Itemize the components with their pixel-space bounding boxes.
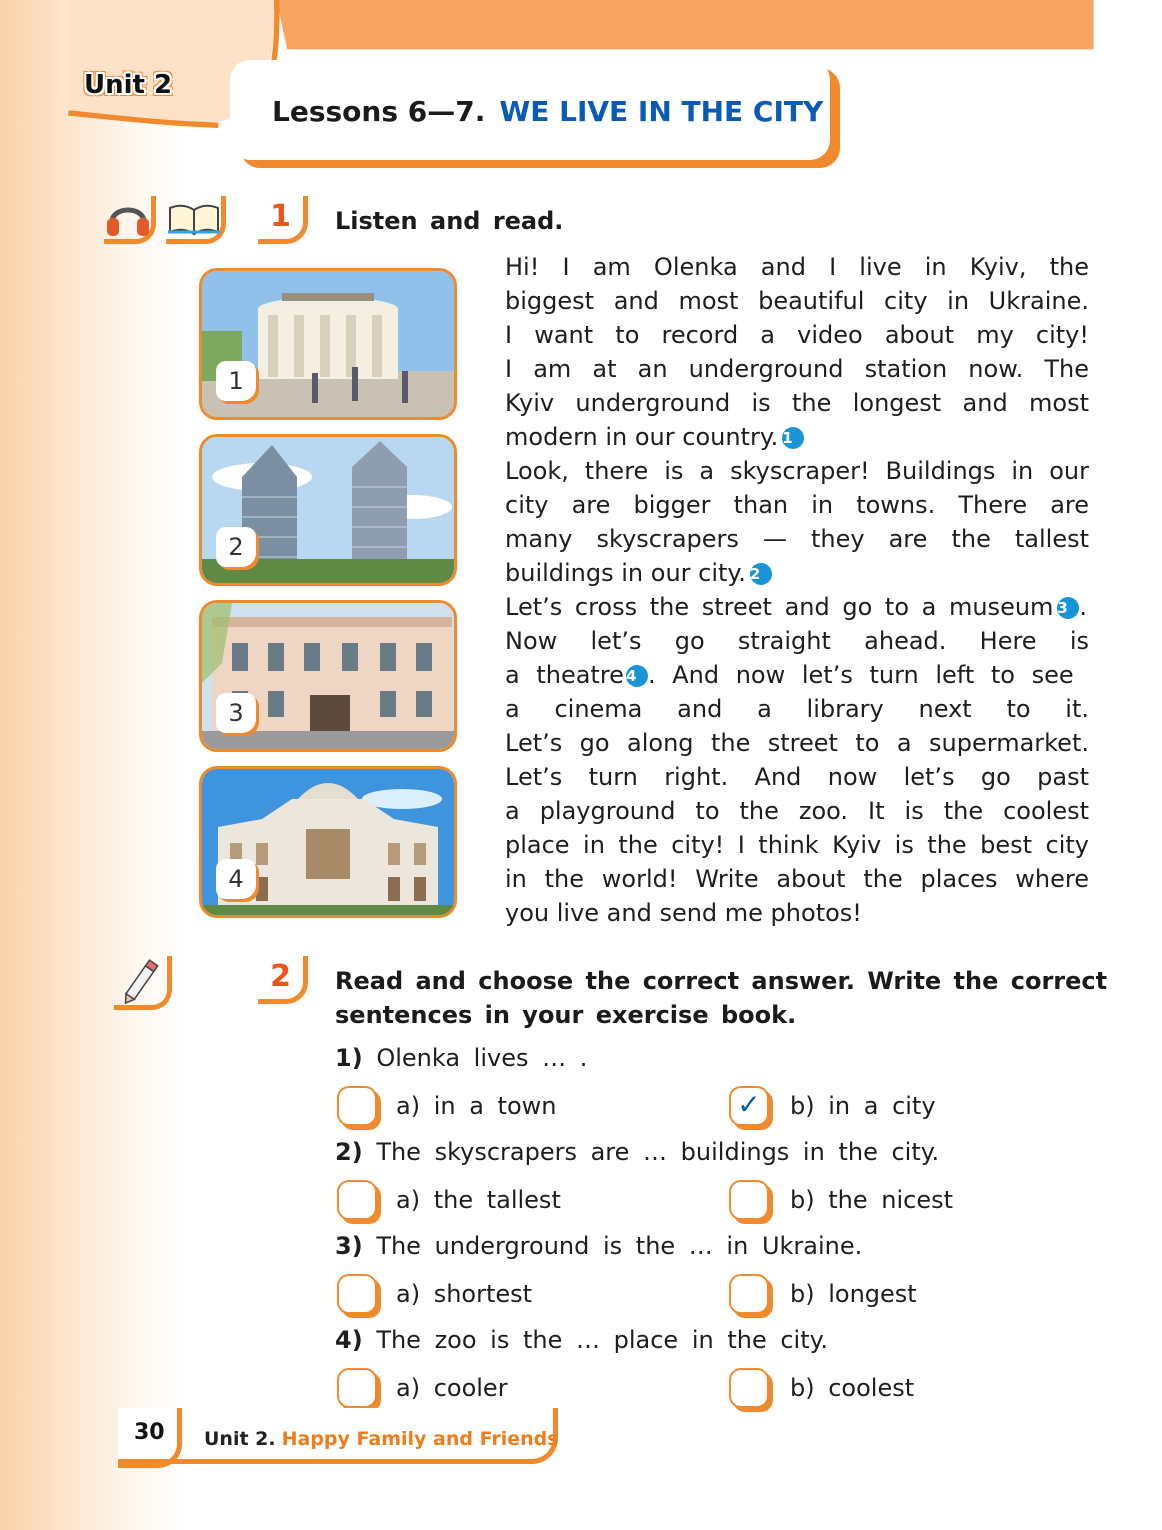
headphones-icon-frame [104, 196, 156, 244]
exercise-2-instruction: Read and choose the correct answer. Write the correct sentences in your exercise book. [335, 967, 1108, 1029]
reading-line: modern in our country. 1 [505, 420, 1089, 454]
reading-line: Let’s turn right. And now let’s go past [505, 763, 1089, 791]
option-1b: b) in a city [790, 1092, 936, 1120]
unit-badge: Unit 2 [84, 70, 173, 100]
reading-line: a playground to the zoo. It is the coolest [505, 797, 1089, 825]
book-icon-frame [166, 196, 226, 244]
option-2b: b) the nicest [790, 1186, 953, 1214]
option-1a: a) in a town [396, 1092, 557, 1120]
question-2: 2) The skyscrapers are … buildings in the city. [335, 1138, 940, 1166]
reading-line: city are bigger than in towns. There are [505, 491, 1089, 519]
photo-theatre [199, 766, 457, 918]
photo-marker-1: 1 [782, 427, 804, 449]
reading-line: Now let’s go straight ahead. Here is [505, 627, 1089, 655]
checkbox-2b[interactable] [729, 1180, 769, 1220]
open-book-icon [166, 196, 222, 240]
option-4a: a) cooler [396, 1374, 508, 1402]
lesson-topic: WE LIVE IN THE CITY [499, 95, 824, 128]
photo-label-3: 3 [216, 693, 256, 733]
checkbox-4b[interactable] [729, 1368, 769, 1408]
exercise-1-number: 1 [258, 196, 308, 244]
photo-label-2: 2 [216, 527, 256, 567]
reading-line: Look, there is a skyscraper! Buildings in our [505, 457, 1089, 485]
reading-line: Let’s go along the street to a supermarket. [505, 729, 1089, 757]
exercise-2-number: 2 [258, 956, 308, 1004]
reading-line: buildings in our city. 2 [505, 556, 1089, 590]
option-3a: a) shortest [396, 1280, 533, 1308]
question-3: 3) The underground is the … in Ukraine. [335, 1232, 863, 1260]
option-3b: b) longest [790, 1280, 917, 1308]
reading-line: you live and send me photos! [505, 899, 862, 927]
reading-line: a theatre 4 . And now let’s turn left to see [505, 661, 1074, 689]
reading-line: in the world! Write about the places where [505, 865, 1089, 893]
reading-line: a cinema and a library next to it. [505, 695, 1089, 723]
checkbox-1b[interactable]: ✓ [729, 1086, 769, 1126]
reading-line: Hi! I am Olenka and I live in Kyiv, the [505, 253, 1089, 281]
photo-marker-2: 2 [750, 563, 772, 585]
checkbox-4a[interactable] [337, 1368, 377, 1408]
photo-label-4: 4 [216, 859, 256, 899]
checkbox-3b[interactable] [729, 1274, 769, 1314]
footer-unit-name: Happy Family and Friends [281, 1428, 559, 1450]
checkbox-3a[interactable] [337, 1274, 377, 1314]
page-number: 30 [134, 1420, 165, 1445]
reading-line: Kyiv underground is the longest and most [505, 389, 1089, 417]
photo-label-1: 1 [216, 361, 256, 401]
footer-unit-title [204, 1428, 559, 1450]
photo-museum [199, 600, 457, 752]
reading-line: place in the city! I think Kyiv is the best city [505, 831, 1089, 859]
option-2a: a) the tallest [396, 1186, 561, 1214]
photo-marker-3: 3 [1057, 597, 1079, 619]
pencil-icon [114, 956, 168, 1006]
reading-line: Let’s cross the street and go to a museum 3 . [505, 593, 1088, 621]
reading-text [505, 250, 1089, 930]
option-4b: b) coolest [790, 1374, 915, 1402]
question-1: 1) Olenka lives … . [335, 1044, 588, 1072]
checkbox-1a[interactable] [337, 1086, 377, 1126]
pencil-icon-frame [114, 956, 172, 1010]
footer-unit: Unit 2. [204, 1428, 276, 1450]
headphones-icon [104, 196, 152, 240]
photo-underground-station [199, 268, 457, 420]
photo-marker-4: 4 [626, 665, 648, 687]
question-4: 4) The zoo is the … place in the city. [335, 1326, 829, 1354]
reading-line: I want to record a video about my city! [505, 321, 1089, 349]
exercise-1-instruction: Listen and read. [335, 207, 564, 235]
lessons-label: Lessons 6—7. [272, 95, 486, 128]
reading-line: many skyscrapers — they are the tallest [505, 525, 1089, 553]
lesson-title [272, 95, 823, 128]
checkbox-2a[interactable] [337, 1180, 377, 1220]
photo-skyscrapers [199, 434, 457, 586]
reading-line: I am at an underground station now. The [505, 355, 1089, 383]
reading-line: biggest and most beautiful city in Ukraine. [505, 287, 1089, 315]
